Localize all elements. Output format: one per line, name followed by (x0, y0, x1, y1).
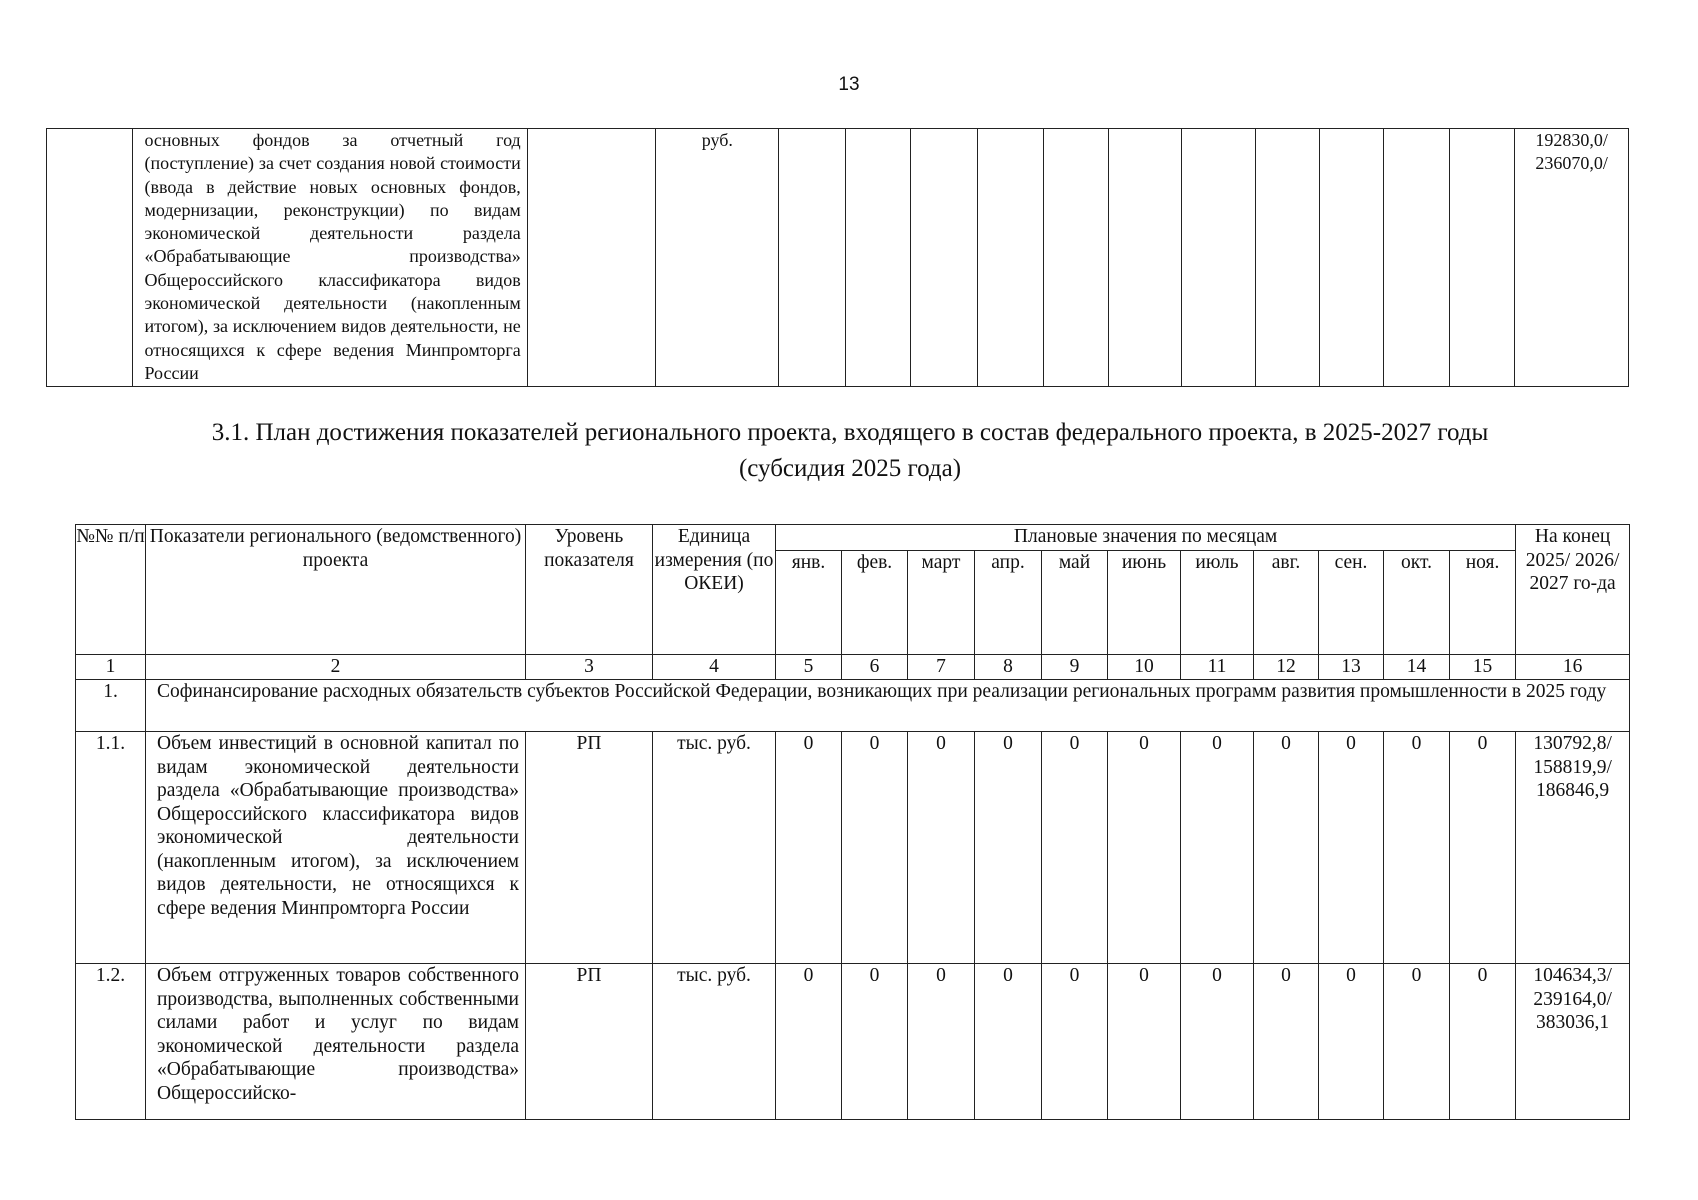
section-num: 1. (76, 680, 146, 732)
column-number: 14 (1384, 655, 1450, 680)
row-month-value: 0 (908, 964, 975, 1120)
row-month-value: 0 (1450, 732, 1516, 964)
total-line: 236070,0/ (1535, 153, 1608, 174)
cell-month (1449, 129, 1514, 387)
column-number: 13 (1319, 655, 1384, 680)
total-line: 158819,9/ (1533, 756, 1612, 778)
total-line: 383036,1 (1536, 1012, 1610, 1033)
row-total (1516, 964, 1630, 1120)
row-month-value: 0 (908, 732, 975, 964)
continued-table (46, 128, 1629, 387)
row-month-value: 0 (1108, 964, 1181, 1120)
header-month: авг. (1254, 551, 1319, 655)
total-line: 104634,3/ (1533, 965, 1612, 986)
header-month: март (908, 551, 975, 655)
header-month: июль (1181, 551, 1254, 655)
table-row (76, 964, 1630, 1120)
row-month-value: 0 (1384, 732, 1450, 964)
column-number: 1 (76, 655, 146, 680)
section-row (76, 680, 1630, 732)
header-row (76, 525, 1630, 551)
total-line: 130792,8/ (1533, 733, 1612, 754)
header-month: июнь (1108, 551, 1181, 655)
cell-num (47, 129, 133, 387)
column-number: 16 (1516, 655, 1630, 680)
cell-month (1043, 129, 1108, 387)
column-number: 5 (776, 655, 842, 680)
cell-level (527, 129, 656, 387)
cell-month (1384, 129, 1449, 387)
row-num: 1.2. (76, 964, 146, 1120)
column-number: 7 (908, 655, 975, 680)
page-number: 13 (838, 74, 860, 95)
header-num: №№ п/п (76, 525, 146, 655)
header-month: янв. (776, 551, 842, 655)
column-number: 4 (653, 655, 776, 680)
header-indicator: Показатели регионального (ведомственного) проекта (146, 525, 526, 655)
row-month-value: 0 (1254, 732, 1319, 964)
header-month: окт. (1384, 551, 1450, 655)
row-month-value: 0 (842, 964, 908, 1120)
row-month-value: 0 (975, 964, 1042, 1120)
table-row (47, 129, 1629, 387)
row-month-value: 0 (842, 732, 908, 964)
total-line: 239164,0/ (1533, 988, 1612, 1010)
row-month-value: 0 (1254, 964, 1319, 1120)
row-level: РП (526, 964, 653, 1120)
header-month: ноя. (1450, 551, 1516, 655)
cell-month (1108, 129, 1181, 387)
row-total (1516, 732, 1630, 964)
column-number-row (76, 655, 1630, 680)
cell-month (1182, 129, 1255, 387)
cell-unit: руб. (656, 129, 779, 387)
total-line: 192830,0/ (1535, 130, 1608, 150)
cell-month (910, 129, 977, 387)
column-number: 10 (1108, 655, 1181, 680)
header-unit: Единица измерения (по ОКЕИ) (653, 525, 776, 655)
header-month: фев. (842, 551, 908, 655)
cell-month (1320, 129, 1384, 387)
cell-month (779, 129, 845, 387)
header-month: май (1042, 551, 1108, 655)
row-month-value: 0 (776, 964, 842, 1120)
column-number: 12 (1254, 655, 1319, 680)
plan-table (75, 524, 1630, 1120)
column-number: 11 (1181, 655, 1254, 680)
row-month-value: 0 (776, 732, 842, 964)
column-number: 6 (842, 655, 908, 680)
cell-month (845, 129, 910, 387)
row-indicator: Объем инвестиций в основной капитал по видам экономической деятельности раздела «Обрабатывающие производства» Общероссийского классификатора видов экономической деятельности (накопленным итогом), за исключением видов деятельности, не относящихся к сфере ведения Минпромторга России (146, 732, 526, 964)
section-text: Софинансирование расходных обязательств субъектов Российской Федерации, возникающих при реализации региональных программ развития промышленности в 2025 году (146, 680, 1630, 732)
header-planned: Плановые значения по месяцам (776, 525, 1516, 551)
total-line: 186846,9 (1536, 780, 1610, 801)
row-unit: тыс. руб. (653, 732, 776, 964)
column-number: 8 (975, 655, 1042, 680)
header-year-end: На конец 2025/ 2026/ 2027 го-да (1516, 525, 1630, 655)
column-number: 3 (526, 655, 653, 680)
row-month-value: 0 (1384, 964, 1450, 1120)
row-month-value: 0 (1319, 964, 1384, 1120)
section-title-line1: 3.1. План достижения показателей регионального проекта, входящего в состав федерального проекта, в 2025-2027 годы (211, 419, 1489, 446)
header-level: Уровень показателя (526, 525, 653, 655)
row-month-value: 0 (1450, 964, 1516, 1120)
header-month: апр. (975, 551, 1042, 655)
row-level: РП (526, 732, 653, 964)
section-title-line2: (субсидия 2025 года) (738, 455, 962, 482)
row-num: 1.1. (76, 732, 146, 964)
cell-total (1515, 129, 1629, 387)
cell-month (978, 129, 1043, 387)
column-number: 9 (1042, 655, 1108, 680)
row-month-value: 0 (1042, 732, 1108, 964)
row-month-value: 0 (1042, 964, 1108, 1120)
header-month: сен. (1319, 551, 1384, 655)
section-title (60, 415, 1640, 487)
column-number: 2 (146, 655, 526, 680)
table-row (76, 732, 1630, 964)
row-indicator: Объем отгруженных товаров собственного производства, выполненных собственными силами работ и услуг по видам экономической деятельности раздела «Обрабатывающие производства» Общероссийско- (146, 964, 526, 1120)
cell-indicator: основных фондов за отчетный год (поступление) за счет создания новой стоимости (ввода в действие новых основных фондов, модернизации, реконструкции) по видам экономической деятельности раздела «Обрабатывающие производства» Общероссийского классификатора видов экономической деятельности (накопленным итогом), за исключением видов деятельности, не относящихся к сфере ведения Минпромторга России (133, 129, 527, 387)
row-month-value: 0 (1319, 732, 1384, 964)
row-month-value: 0 (1181, 964, 1254, 1120)
cell-month (1255, 129, 1319, 387)
column-number: 15 (1450, 655, 1516, 680)
row-month-value: 0 (975, 732, 1042, 964)
row-unit: тыс. руб. (653, 964, 776, 1120)
row-month-value: 0 (1108, 732, 1181, 964)
row-month-value: 0 (1181, 732, 1254, 964)
